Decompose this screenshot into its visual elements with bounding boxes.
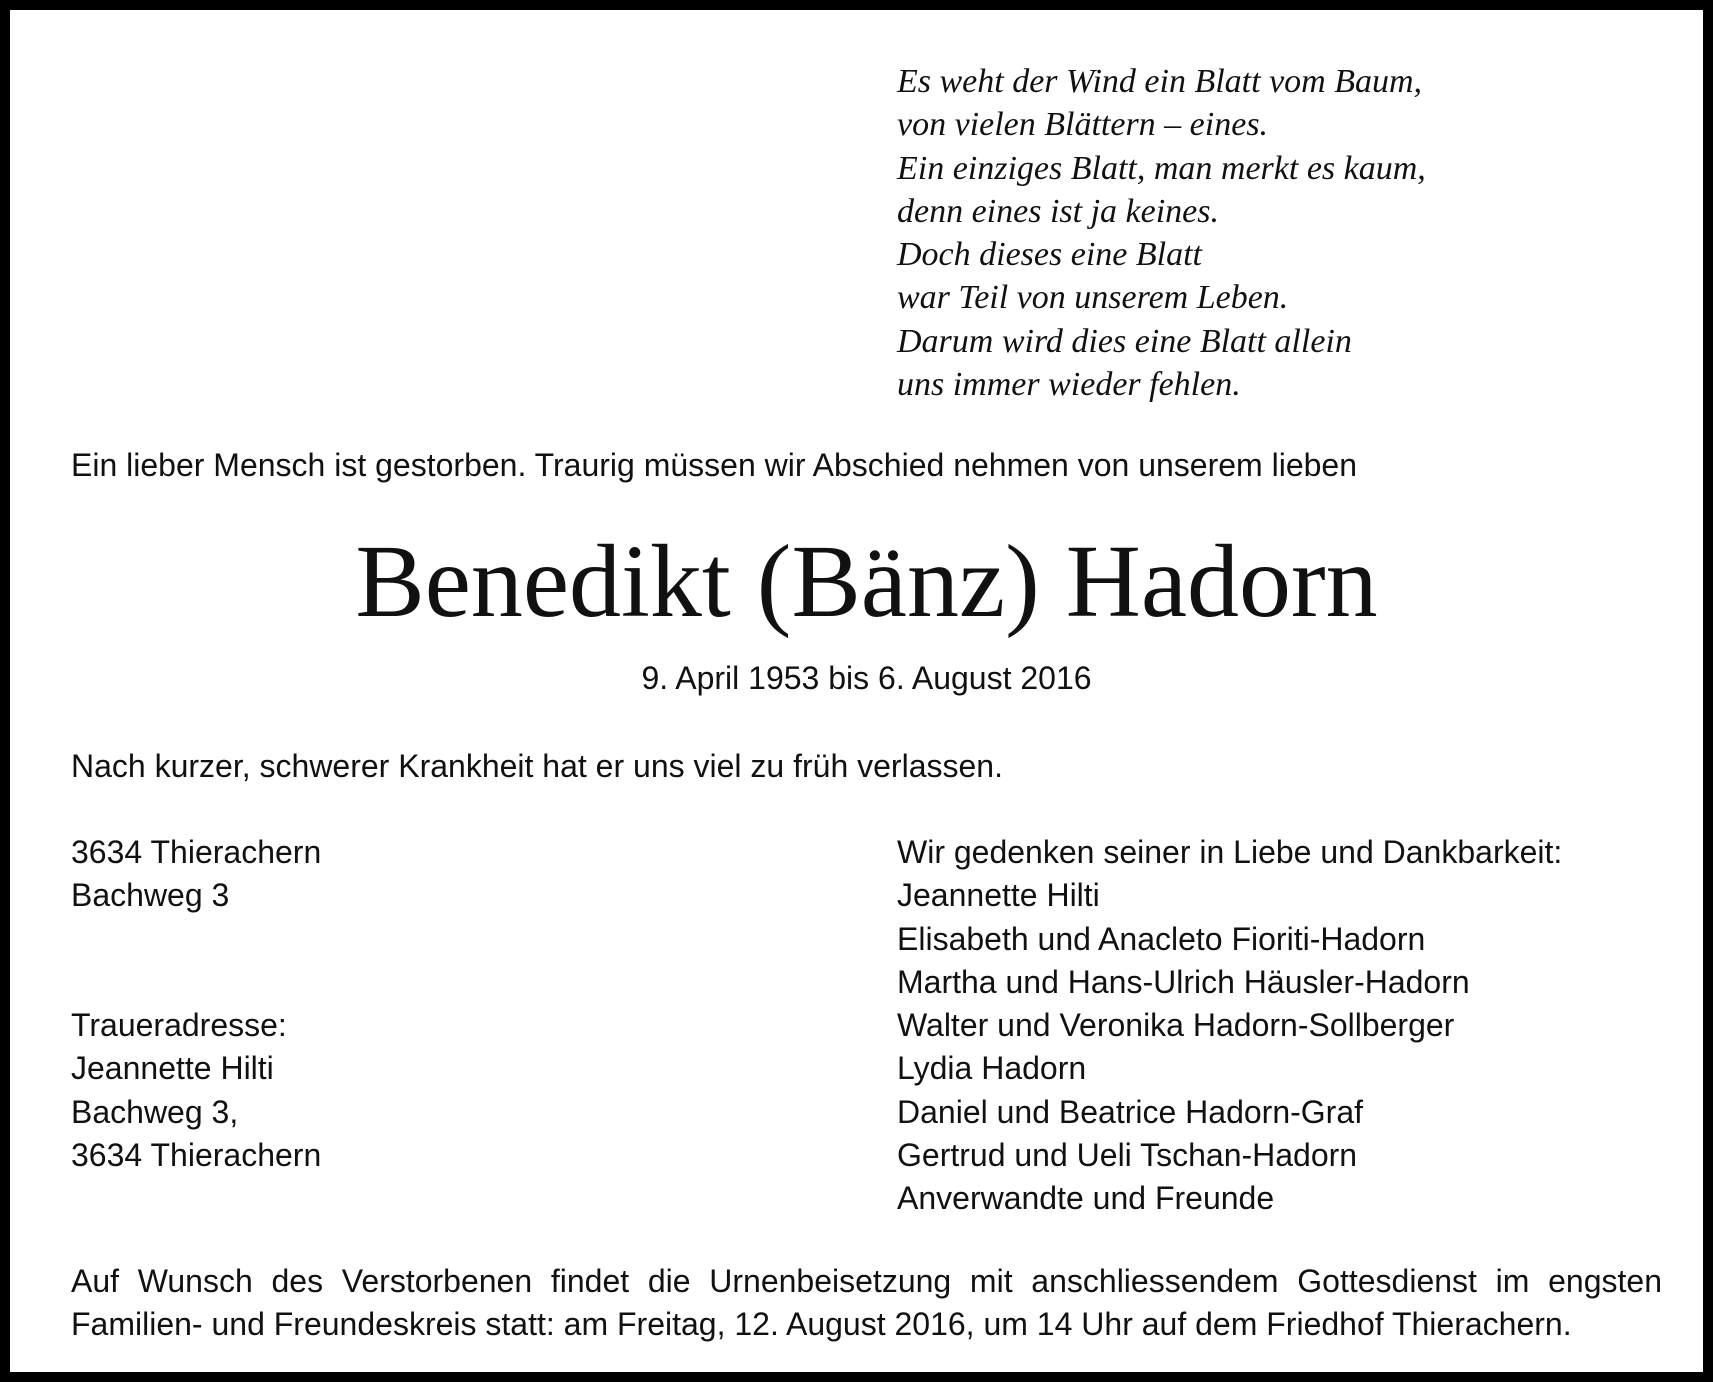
address-line: Bachweg 3 bbox=[71, 877, 230, 914]
mourner-name: Jeannette Hilti bbox=[897, 877, 1100, 914]
mourner-name: Walter und Veronika Hadorn-Sollberger bbox=[897, 1007, 1455, 1044]
life-dates: 9. April 1953 bis 6. August 2016 bbox=[641, 660, 1092, 696]
poem-line: Doch dieses eine Blatt bbox=[897, 236, 1202, 274]
mourner-name: Martha und Hans-Ulrich Häusler-Hadorn bbox=[897, 963, 1470, 1000]
mourning-address-city: 3634 Thierachern bbox=[71, 1137, 322, 1174]
mourners-heading: Wir gedenken seiner in Liebe und Dankbarkeit: bbox=[897, 834, 1563, 870]
mourner-name: Daniel und Beatrice Hadorn-Graf bbox=[897, 1093, 1364, 1130]
poem-line: Ein einziges Blatt, man merkt es kaum, bbox=[897, 149, 1426, 187]
mourner-name: Gertrud und Ueli Tschan-Hadorn bbox=[897, 1137, 1358, 1174]
poem-line: war Teil von unserem Leben. bbox=[897, 279, 1289, 317]
funeral-notice: Auf Wunsch des Verstorbenen findet die Urnenbeisetzung mit anschliessendem Gottesdienst im engsten Familien- und Freundeskreis statt: am Freitag, 12. August 2016, um 14 Uhr auf dem Friedhof Thierachern. bbox=[71, 1263, 1662, 1342]
mourner-name: Anverwandte und Freunde bbox=[897, 1180, 1275, 1217]
poem-line: von vielen Blättern – eines. bbox=[897, 106, 1269, 144]
poem-line: Es weht der Wind ein Blatt vom Baum, bbox=[897, 63, 1423, 100]
illness-note: Nach kurzer, schwerer Krankheit hat er uns viel zu früh verlassen. bbox=[71, 748, 1003, 784]
deceased-name: Benedikt (Bänz) Hadorn bbox=[355, 524, 1378, 639]
poem-line: Darum wird dies eine Blatt allein bbox=[897, 322, 1352, 360]
address-column bbox=[71, 831, 321, 1177]
mourning-address-street: Bachweg 3, bbox=[71, 1093, 239, 1130]
mourner-name: Elisabeth und Anacleto Fioriti-Hadorn bbox=[897, 920, 1426, 957]
mourning-address-label: Traueradresse: bbox=[71, 1007, 287, 1044]
mourner-name: Lydia Hadorn bbox=[897, 1050, 1087, 1087]
intro-text: Ein lieber Mensch ist gestorben. Traurig müssen wir Abschied nehmen von unserem lieben bbox=[71, 447, 1357, 483]
mourning-address-name: Jeannette Hilti bbox=[71, 1050, 274, 1087]
mourners-column bbox=[897, 831, 1562, 1221]
poem-line: denn eines ist ja keines. bbox=[897, 192, 1219, 230]
address-line: 3634 Thierachern bbox=[71, 834, 322, 870]
poem-line: uns immer wieder fehlen. bbox=[897, 366, 1241, 404]
poem bbox=[897, 60, 1426, 406]
column-spacer bbox=[71, 918, 321, 1005]
